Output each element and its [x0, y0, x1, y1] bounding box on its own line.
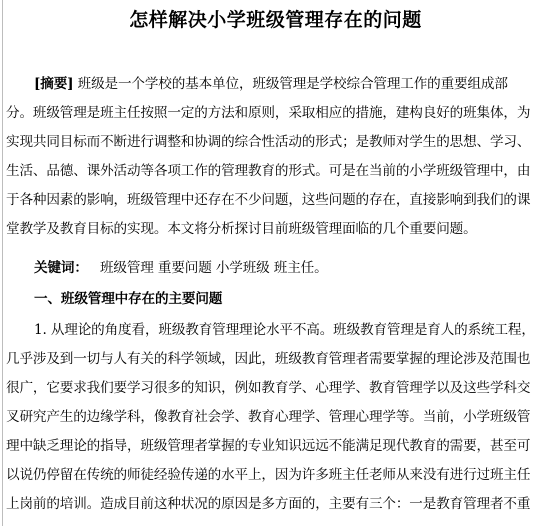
document-title: 怎样解决小学班级管理存在的问题: [129, 9, 422, 31]
abstract-first-line: [34, 71, 508, 97]
abstract-label: [摘要]: [34, 76, 74, 92]
body-text-line: 1. 从理论的角度看，班级教育管理理论水平不高。班级教育管理是育人的系统工程，: [34, 322, 535, 338]
body-text-line: 以说仍停留在传统的师徒经验传递的水平上，因为许多班主任老师从来没有进行过班主任: [6, 467, 531, 483]
keywords-text: 班级管理 重要问题 小学班级 班主任。: [99, 260, 328, 276]
body-text-line: 几乎涉及到一切与人有关的科学领域，因此，班级教育管理者需要掌握的理论涉及范围也: [6, 351, 531, 367]
body-text-line: 上岗前的培训。造成目前这种状况的原因是多方面的，主要有三个：一是教育管理者不重: [6, 496, 531, 512]
body-text-line: 理中缺乏理论的指导，班级管理者掌握的专业知识远远不能满足现代教育的需要，甚至可: [6, 438, 531, 454]
keywords-line: [34, 255, 328, 281]
keywords-label: 关键词：: [34, 260, 88, 276]
section-heading: 一、班级管理中存在的主要问题: [34, 291, 223, 307]
abstract-text-line: 生活、品德、课外活动等各项工作的管理教育的形式。可是在当前的小学班级管理中，由: [6, 163, 531, 179]
abstract-text-line: 分。班级管理是班主任按照一定的方法和原则，采取相应的措施，建构良好的班集体，为: [6, 105, 531, 121]
body-text-line: 很广，它要求我们要学习很多的知识，例如教育学、心理学、教育管理学以及这些学科交: [6, 380, 531, 396]
abstract-text-line: 堂教学及教育目标的实现。本文将分析探讨目前班级管理面临的几个重要问题。: [6, 221, 477, 237]
abstract-text-line: 于各种因素的影响，班级管理中还存在不少问题，这些问题的存在，直接影响到我们的课: [6, 192, 531, 208]
page-left-border: [2, 0, 3, 526]
abstract-text-line: 实现共同目标而不断进行调整和协调的综合性活动的形式；是教师对学生的思想、学习、: [6, 134, 531, 150]
abstract-text-line: 班级是一个学校的基本单位，班级管理是学校综合管理工作的重要组成部: [77, 76, 508, 92]
body-text-line: 叉研究产生的边缘学科，像教育社会学、教育心理学、管理心理学等。当前，小学班级管: [6, 409, 531, 425]
